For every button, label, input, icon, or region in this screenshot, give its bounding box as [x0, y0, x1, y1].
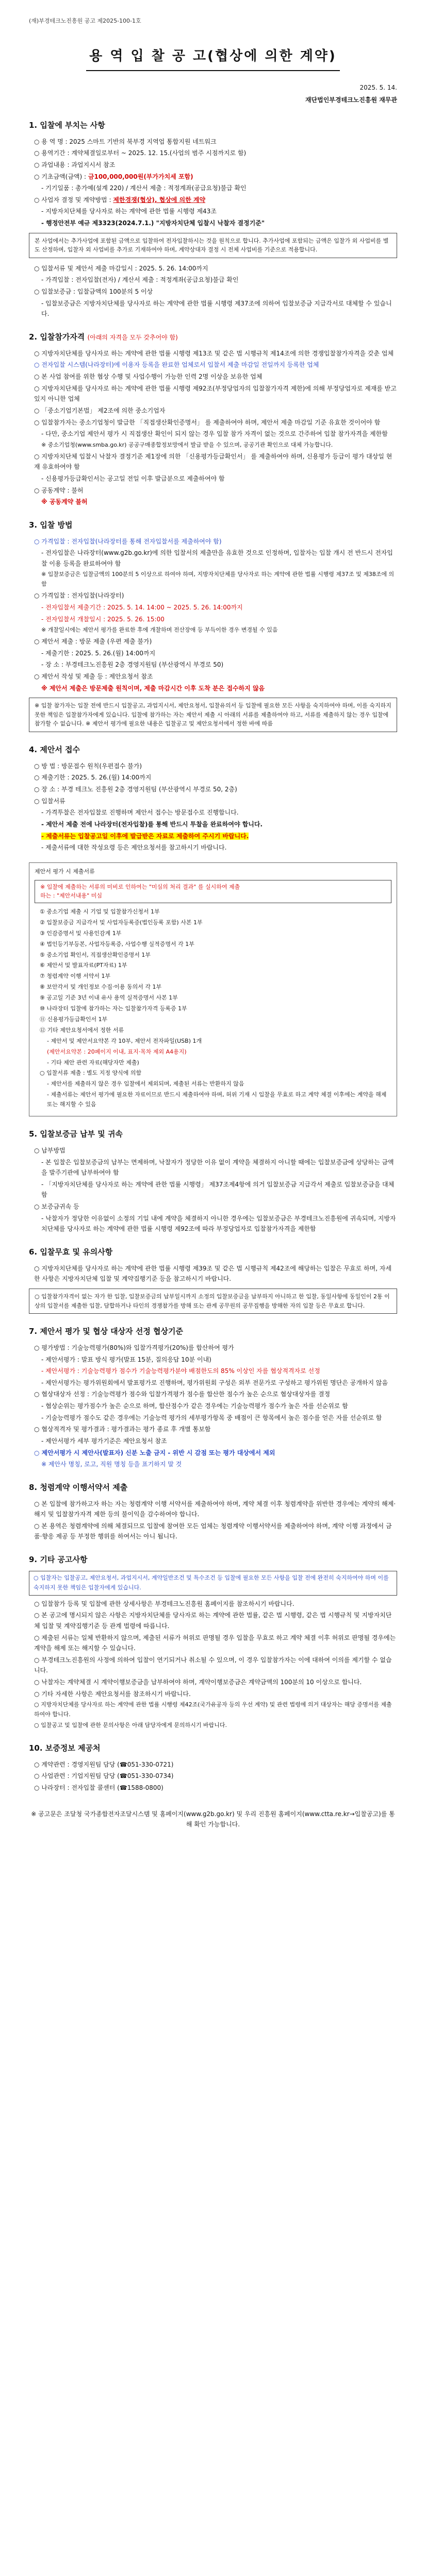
section-10: [29, 1742, 397, 1793]
s6-notice-box: ○ 입찰참가자격이 없는 자가 한 입찰, 입찰보증금의 납부일시까지 소정의 입찰보증금을 납부하지 아니하고 한 입찰, 동일사항에 동일인이 2통 이상의 입찰서를 제출한 입찰, 담합하거나 타인의 경쟁참가를 방해 또는 관계 공무원의 공무집행을 방해한 자의 입찰 등은 무효로 합니다.: [29, 1289, 397, 1314]
s2-line: ○ 「중소기업기본법」 제2조에 의한 중소기업자: [34, 406, 166, 414]
s2-line: ○ 공동계약 : 불허: [34, 486, 84, 494]
doc-list-item: ⑦ 청렴계약 이행 서약서 1부: [40, 973, 111, 980]
s4-warning-text: - 제출서류는 입찰공고일 이후에 발급받은 자료로 제출하여 주시기 바랍니다.: [41, 832, 249, 840]
s2-line: - 신용평가등급확인서는 공고일 전일 이후 발급분으로 제출하여야 함: [41, 474, 225, 482]
submission-notice-line: 하는 : "제안서내용" 미심: [40, 892, 102, 900]
contact-line: ○ 사업관련 : 기업지원팀 담당 (☎051-330-0734): [34, 1772, 174, 1780]
doc-list-item: ⑧ 보안각서 및 개인정보 수집·이용 동의서 각 1부: [40, 984, 162, 991]
s2-line: ○ 지방자치단체를 당사자로 하는 계약에 관한 법률 시행령 제13조 및 같은 법 시행규칙 제14조에 의한 경쟁입찰참가자격을 갖춘 업체: [34, 349, 394, 357]
s1-line: ○ 과업내용 : 과업지시서 참조: [34, 161, 116, 168]
s1-method-value: 제한경쟁(협상), 협상에 의한 계약: [113, 196, 206, 204]
s3-line: ○ 가격입찰 : 전자입찰(나라장터): [34, 592, 124, 600]
contact-line: ○ 나라장터 : 전자입찰 콜센터 (☎1588-0800): [34, 1784, 163, 1792]
s9-small-line: ○ 입찰공고 및 입찰에 관한 문의사항은 아래 담당자에게 문의하시기 바랍니다.: [34, 1722, 227, 1729]
s1-line: - 입찰보증금은 지방자치단체를 당사자로 하는 계약에 관한 법률 시행령 제37조에 의하여 입찰보증금 지급각서로 대체할 수 있습니다.: [41, 299, 392, 318]
s7-blue-line: ○ 제안서평가 시 제안사(발표자) 신분 노출 금지 - 위반 시 감점 또는 평가 대상에서 제외: [34, 1449, 275, 1456]
s3-line: ○ 가격입찰 : 전자입찰(나라장터를 통해 전자입찰서를 제출하여야 함): [34, 537, 222, 545]
s3-line: - 전자입찰서 제출기간 : 2025. 5. 14. 14:00 ~ 2025. 5. 26. 14:00까지: [41, 603, 243, 611]
s1-line: ○ 입찰보증금 : 입찰금액의 100분의 5 이상: [34, 288, 153, 296]
s1-line: - 기기일품 : 총가예(설계 220) / 계산서 제출 : 적정계좌(공급요청)불급 확인: [41, 184, 247, 192]
s7-line: - 제안서평가 세부 평가기준은 제안요청서 참조: [41, 1437, 167, 1445]
s1-method-label: ○ 사업자 결정 및 계약방법 :: [34, 196, 113, 204]
document-title: 용 역 입 찰 공 고(협상에 의한 계약): [86, 45, 340, 71]
section-6: [29, 1246, 397, 1314]
s7-line: - 제안서평가는 평가위원회에서 발표평가로 진행하며, 평가위원회 구성은 외부 전문가로 구성하고 평가위원 명단은 공개하지 않음: [41, 1379, 388, 1386]
section-4-heading: 4. 제안서 접수: [29, 744, 80, 754]
s2-line: ※ 공동계약 불허: [41, 498, 88, 506]
s4-line: ○ 입찰서류: [34, 797, 65, 805]
section-4: [29, 743, 397, 853]
section-1: [29, 119, 397, 319]
s5-line: - 「지방자치단체를 당사자로 하는 계약에 관한 법률 시행령」 제37조제4항에 의거 입찰보증금 지급각서 제출로 입찰보증금을 대체함: [41, 1180, 395, 1199]
s4-line: - 제안서 제출 전에 나라장터(전자입찰)를 통해 반드시 투찰을 완료하여야 합니다.: [41, 820, 263, 828]
s7-line: ○ 평가방법 : 기술능력평가(80%)와 입찰가격평가(20%)를 합산하여 평가: [34, 1344, 234, 1351]
s5-line: - 본 입찰은 입찰보증금의 납부는 면제하며, 낙찰자가 정당한 이유 없이 계약을 체결하지 아니할 때에는 입찰보증금에 상당하는 금액을 발주기관에 납부하여야 함: [41, 1158, 394, 1177]
s7-line: ○ 협상적격자 및 평가결과 : 평가결과는 평가 종료 후 개별 통보함: [34, 1426, 211, 1433]
s2-line: ○ 입찰참가자는 중소기업청이 발급한 「직접생산확인증명서」 를 제출하여야 하며, 제안서 제출 마감일 기준 유효한 것이어야 함: [34, 418, 381, 426]
doc-list-item: ⑪ 신용평가등급확인서 1부: [40, 1015, 108, 1023]
s4-line: - 가격투찰은 전자입찰로 진행하며 제안서 접수는 방문접수로 진행합니다.: [41, 809, 239, 817]
s9-line: ○ 제출된 서류는 일체 반환하지 않으며, 제출된 서류가 허위로 판명될 경우 입찰을 무효로 하고 계약 체결 이후 허위로 판명될 경우에는 계약을 해제 또는 해지할 수 있습니다.: [34, 1634, 396, 1652]
doc-tail-item: - 제출서류는 제안서 평가에 필요한 자료이므로 반드시 제출하여야 하며, 허위 기재 시 입찰을 무효로 하고 계약 체결 이후에는 계약을 해제 또는 해지할 수 있음: [47, 1091, 387, 1108]
submission-notice-line: ※ 입찰에 제출하는 서류의 미비로 인하여는 "미심의 처리 결과" 를 실시하여 제출: [40, 883, 240, 890]
s4-line: ○ 장 소 : 부경 테크노 진흥원 2층 경영지원팀 (부산광역시 부경로 50, 2층): [34, 786, 237, 793]
s3-notice-box: ※ 입찰 참가자는 입찰 전에 반드시 입찰공고, 과업지시서, 제안요청서, 입찰유의서 등 입찰에 필요한 모든 사항을 숙지하여야 하며, 이를 숙지하지 못한 책임은 입찰참가자에게 있습니다. 입찰에 참가하는 자는 제안서 제출 시 아래의 서류를 제출하여야 하고, 서류를 제출하지 않는 경우 입찰에 참가할 수 없습니다. ※ 제안서 평가에 필요한 내용은 입찰공고 및 제안요청서에서 정한 바에 따름: [29, 698, 397, 732]
s2-line: ○ 전자입찰 시스템(나라장터)에 이용자 등록을 완료한 업체로서 입찰서 제출 마감일 전일까지 등록한 업체: [34, 361, 319, 369]
s2-line: - 다만, 중소기업 제안서 평가 시 직접생산 확인이 되지 않는 경우 입찰 참가 자격이 없는 것으로 간주하여 입찰 참가자격을 제한함: [41, 430, 388, 438]
contact-line: ○ 계약관련 : 경영지원팀 담당 (☎051-330-0721): [34, 1760, 174, 1768]
publisher: 재단법인부경테크노진흥원 재무관: [305, 96, 397, 104]
s3-line: ○ 제안서 제출 : 방문 제출 (우편 제출 불가): [34, 638, 152, 646]
s5-line: ○ 보증금귀속 등: [34, 1203, 79, 1211]
s1-notice-box: 본 사업에서는 추가사업에 포함된 금액으로 입찰하여 전자입찰하시는 것을 원칙으로 합니다. 추가사업에 포함되는 금액은 입찰가 외 사업비를 별도 산정하며, 입찰자 외 사업비를 추가로 기재하여야 하며, 계약상대자 결정 시 전체 사업비를 기준으로 적용합니다.: [29, 233, 397, 258]
s3-line: - 전자입찰서 개찰일시 : 2025. 5. 26. 15:00: [41, 615, 165, 623]
doc-list-item: ⑨ 공고일 기준 3년 이내 유사 용역 실적증명서 사본 1부: [40, 994, 178, 1002]
doc-tail-item: ○ 입찰서류 제출 : 별도 지정 양식에 의함: [40, 1070, 142, 1077]
s1-budget-value: 금100,000,000원(부가가치세 포함): [88, 173, 193, 180]
doc-number: (재)부경테크노진흥원 공고 제2025-100-1호: [29, 18, 141, 24]
s2-line: ○ 지방자치단체를 당사자로 하는 계약에 관한 법률 시행령 제92조(부정당업자의 입찰참가자격 제한)에 의해 부정당업자로 제재를 받고 있지 아니한 업체: [34, 384, 397, 403]
s1-budget-line: [29, 172, 397, 182]
s1-line: - 행정안전부 예규 제3323(2024.7.1.) "지방자치단체 입찰시 낙찰자 결정기준": [41, 219, 265, 227]
s9-line: ○ 입찰참가 등록 및 입찰에 관한 상세사항은 부경테크노진흥원 홈페이지를 참조하시기 바랍니다.: [34, 1600, 294, 1607]
doc-sub-item: - 제안서 및 제안서요약본 각 10부, 제안서 전자파일(USB) 1개: [47, 1037, 202, 1044]
s3-line: - 전자입찰은 나라장터(www.g2b.go.kr)에 의한 입찰서의 제출만을 유효한 것으로 인정하며, 입찰자는 입찰 개시 전 반드시 전자입찰 이용 등록을 완료하여야 함: [41, 549, 393, 567]
s2-line: ※ 중소기업청(www.smba.go.kr) 공공구매종합정보망에서 발급 받을 수 있으며, 공공기관 확인으로 대체 가능합니다.: [41, 441, 333, 448]
s4-warning-line: [29, 831, 397, 842]
section-2-heading: [29, 331, 397, 344]
doc-list-item: ⑥ 제안서 및 발표자료(PT자료) 1부: [40, 962, 127, 969]
doc-list-item: ① 중소기업 제출 시 기업 및 입찰참가신청서 1부: [40, 908, 160, 915]
s9-small-line: ○ 지방자치단체를 당사자로 하는 계약에 관한 법률 시행령 제42조(국가유공자 등의 우선 계약) 및 관련 법령에 의거 대상자는 해당 증명서를 제출하여야 합니다.: [34, 1701, 392, 1718]
s5-line: - 낙찰자가 정당한 이유없이 소정의 기일 내에 계약을 체결하지 아니한 경우에는 입찰보증금은 부경테크노진흥원에 귀속되며, 지방자치단체를 당사자로 하는 계약에 관한 법률 시행령 제92조에 따라 부정당업자로 입찰참가자격을 제한함: [41, 1214, 396, 1233]
section-2: [29, 331, 397, 507]
submission-documents-frame: [29, 862, 397, 1116]
doc-tail-item: - 제안서를 제출하지 않은 경우 입찰에서 제외되며, 제출된 서류는 반환하지 않음: [47, 1080, 244, 1088]
section-2-note: (아래의 자격을 모두 갖추어야 함): [87, 333, 178, 341]
s1-method-line: [29, 195, 397, 206]
section-2-title: 2. 입찰참가자격: [29, 332, 85, 342]
s3-line: - 장 소 : 부경테크노진흥원 2층 경영지원팀 (부산광역시 부경로 50): [41, 661, 224, 669]
s3-line: ※ 개찰일시에는 제안서 평가를 완료한 후에 개찰하며 전산장애 등 부득이한 경우 변경될 수 있음: [41, 626, 278, 634]
doc-list-item: ⑩ 나라장터 입찰에 참가하는 자는 입찰참가자격 등록증 1부: [40, 1005, 187, 1012]
doc-sub-item: (제안서요약본 : 20페이지 이내, 표지·목차 제외 A4용지): [47, 1048, 187, 1055]
section-8: [29, 1481, 397, 1542]
s9-line: ○ 본 공고에 명시되지 않은 사항은 지방자치단체를 당사자로 하는 계약에 관한 법률, 같은 법 시행령, 같은 법 시행규칙 및 지방자치단체 입찰 및 계약집행기준 등 관계 법령에 따릅니다.: [34, 1612, 392, 1630]
s3-line: ※ 제안서 제출은 방문제출 원칙이며, 제출 마감시간 이후 도착 분은 접수하지 않음: [41, 684, 265, 692]
section-3: [29, 519, 397, 732]
section-9: [29, 1553, 397, 1731]
doc-sub-item: - 기타 제안 관련 자료(해당자만 제출): [47, 1059, 139, 1066]
s9-line: ○ 낙찰자는 계약체결 시 계약이행보증금을 납부하여야 하며, 계약이행보증금은 계약금액의 100분의 10 이상으로 합니다.: [34, 1679, 362, 1686]
s8-line: ○ 본 용역은 청렴계약에 의해 체결되므로 입찰에 참여한 모든 업체는 청렴계약 이행서약서를 제출하여야 하며, 계약 이행 과정에서 금품·향응 제공 등 부정한 행위를 하여서는 아니 됩니다.: [34, 1522, 392, 1540]
s4-line: ○ 방 법 : 방문접수 원칙(우편접수 불가): [34, 762, 142, 770]
section-6-heading: 6. 입찰무효 및 유의사항: [29, 1247, 113, 1257]
section-3-heading: 3. 입찰 방법: [29, 520, 73, 530]
s6-line: ○ 지방자치단체를 당사자로 하는 계약에 관한 법률 시행령 제39조 및 같은 법 시행규칙 제42조에 해당하는 입찰은 무효로 하며, 자세한 사항은 지방자치단체 입찰 및 계약집행기준 등을 참고하시기 바랍니다.: [34, 1264, 392, 1283]
section-7: [29, 1325, 397, 1470]
s4-line: ○ 제출기한 : 2025. 5. 26.(월) 14:00까지: [34, 774, 152, 782]
s1-line: ○ 용 역 명 : 2025 스마트 기반의 북부경 지역업 통합지원 네트워크: [34, 138, 217, 145]
s2-line: ○ 본 사업 참여를 위한 협상 수행 및 사업수행이 가능한 인력 2명 이상을 보유한 업체: [34, 373, 263, 381]
section-8-heading: 8. 청렴계약 이행서약서 제출: [29, 1482, 128, 1492]
s3-line: ○ 제안서 작성 및 제출 등 : 제안요청서 참조: [34, 672, 153, 680]
doc-list-item: ③ 인감증명서 및 사용인감계 1부: [40, 929, 122, 937]
closing-note: ※ 공고문은 조달청 국가종합전자조달시스템 및 홈페이지(www.g2b.go.kr) 및 우리 진흥원 홈페이지(www.ctta.re.kr→입찰공고)를 통해 확인 가능합니다.: [31, 1810, 395, 1828]
s7-red-line: - 제안서평가 : 기술능력평가 점수가 기술능력평가분야 배점한도의 85% 이상인 자를 협상적격자로 선정: [41, 1367, 320, 1375]
section-5-heading: 5. 입찰보증금 납부 및 귀속: [29, 1129, 123, 1139]
s7-line: - 제안서평가 : 발표 방식 평가(발표 15분, 질의응답 10분 이내): [41, 1355, 211, 1363]
submission-documents-title: 제안서 평가 시 제출서류: [35, 868, 95, 875]
doc-list-item: ④ 법인등기부등본, 사업자등록증, 사업수행 실적증명서 각 1부: [40, 940, 194, 947]
s9-line: ○ 부경테크노진흥원의 사정에 의하여 입찰이 연기되거나 취소될 수 있으며, 이 경우 입찰참가자는 이에 대하여 이의를 제기할 수 없습니다.: [34, 1656, 392, 1674]
s2-line: ○ 지방자치단체 입찰시 낙찰자 결정기준 제1장에 의한 「신용평가등급확인서」 를 제출하여야 하며, 신용평가 등급이 평가 대상일 현재 유효하여야 함: [34, 452, 392, 471]
publish-date: 2025. 5. 14.: [359, 83, 397, 91]
s3-line: ※ 입찰보증금은 입찰금액의 100분의 5 이상으로 하여야 하며, 지방자치단체를 당사자로 하는 계약에 관한 법률 시행령 제37조 및 제38조에 의함: [41, 571, 395, 588]
s1-budget-label: ○ 기초금액(금액) :: [34, 173, 88, 180]
s8-line: ○ 본 입찰에 참가하고자 하는 자는 청렴계약 이행 서약서를 제출하여야 하며, 계약 체결 이후 청렴계약을 위반한 경우에는 계약의 해제·해지 및 입찰참가자격 제한 등의 불이익을 감수하여야 합니다.: [34, 1500, 396, 1518]
s5-line: ○ 납부방법: [34, 1146, 65, 1154]
s1-line: - 지방자치단체를 당사자로 하는 계약에 관한 법률 시행령 제43조: [41, 208, 217, 215]
section-5: [29, 1128, 397, 1234]
section-10-heading: 10. 보증정보 제공처: [29, 1743, 101, 1753]
section-9-heading: 9. 기타 공고사항: [29, 1555, 88, 1565]
doc-list-item: ② 입찰보증금 지급각서 및 사업자등록증(법인등록 포함) 사본 1부: [40, 919, 203, 926]
s1-line: ○ 입찰서류 및 제안서 제출 마감일시 : 2025. 5. 26. 14:00까지: [34, 264, 208, 272]
s7-line: - 협상순위는 평가점수가 높은 순으로 하며, 합산점수가 같은 경우에는 기술능력평가 점수가 높은 자를 선순위로 함: [41, 1402, 348, 1410]
section-1-heading: 1. 입찰에 부치는 사항: [29, 120, 105, 130]
doc-list-item: ⑤ 중소기업 확인서, 직접생산확인증명서 1부: [40, 951, 151, 958]
s7-line: ○ 협상대상자 선정 : 기술능력평가 점수와 입찰가격평가 점수를 합산한 점수가 높은 순으로 협상대상자를 결정: [34, 1391, 331, 1398]
s1-line: - 가격입찰 : 전자입찰(전자) / 계산서 제출 : 적정계좌(공급요청)불급 확인: [41, 276, 239, 284]
s7-line: - 기술능력평가 점수도 같은 경우에는 기술능력 평가의 세부평가항목 중 배점이 큰 항목에서 높은 점수를 얻은 자를 선순위로 함: [41, 1414, 382, 1421]
section-7-heading: 7. 제안서 평가 및 협상 대상자 선정 협상기준: [29, 1327, 184, 1336]
s4-line: - 제출서류에 대한 작성요령 등은 제안요청서를 참고하시기 바랍니다.: [41, 844, 227, 852]
s9-line: ○ 기타 자세한 사항은 제안요청서를 참조하시기 바랍니다.: [34, 1690, 191, 1698]
submission-documents-notice: [35, 880, 391, 903]
doc-list-item: ⑫ 기타 제안요청서에서 정한 서류: [40, 1026, 124, 1033]
s1-line: ○ 용역기간 : 계약체결일로부터 ~ 2025. 12. 15.(사업의 범주 시점까지로 함): [34, 149, 247, 157]
s3-line: - 제출기한 : 2025. 5. 26.(월) 14:00까지: [41, 649, 156, 657]
s9-blue-box: ○ 입찰자는 입찰공고, 제안요청서, 과업지시서, 계약일반조건 및 특수조건 등 입찰에 필요한 모든 사항을 입찰 전에 완전히 숙지하여야 하며 이를 숙지하지 못한 책임은 입찰자에게 있습니다.: [29, 1571, 397, 1596]
s7-blue-sub: ※ 제안사 명칭, 로고, 직원 명칭 등을 표기하지 말 것: [41, 1461, 182, 1468]
